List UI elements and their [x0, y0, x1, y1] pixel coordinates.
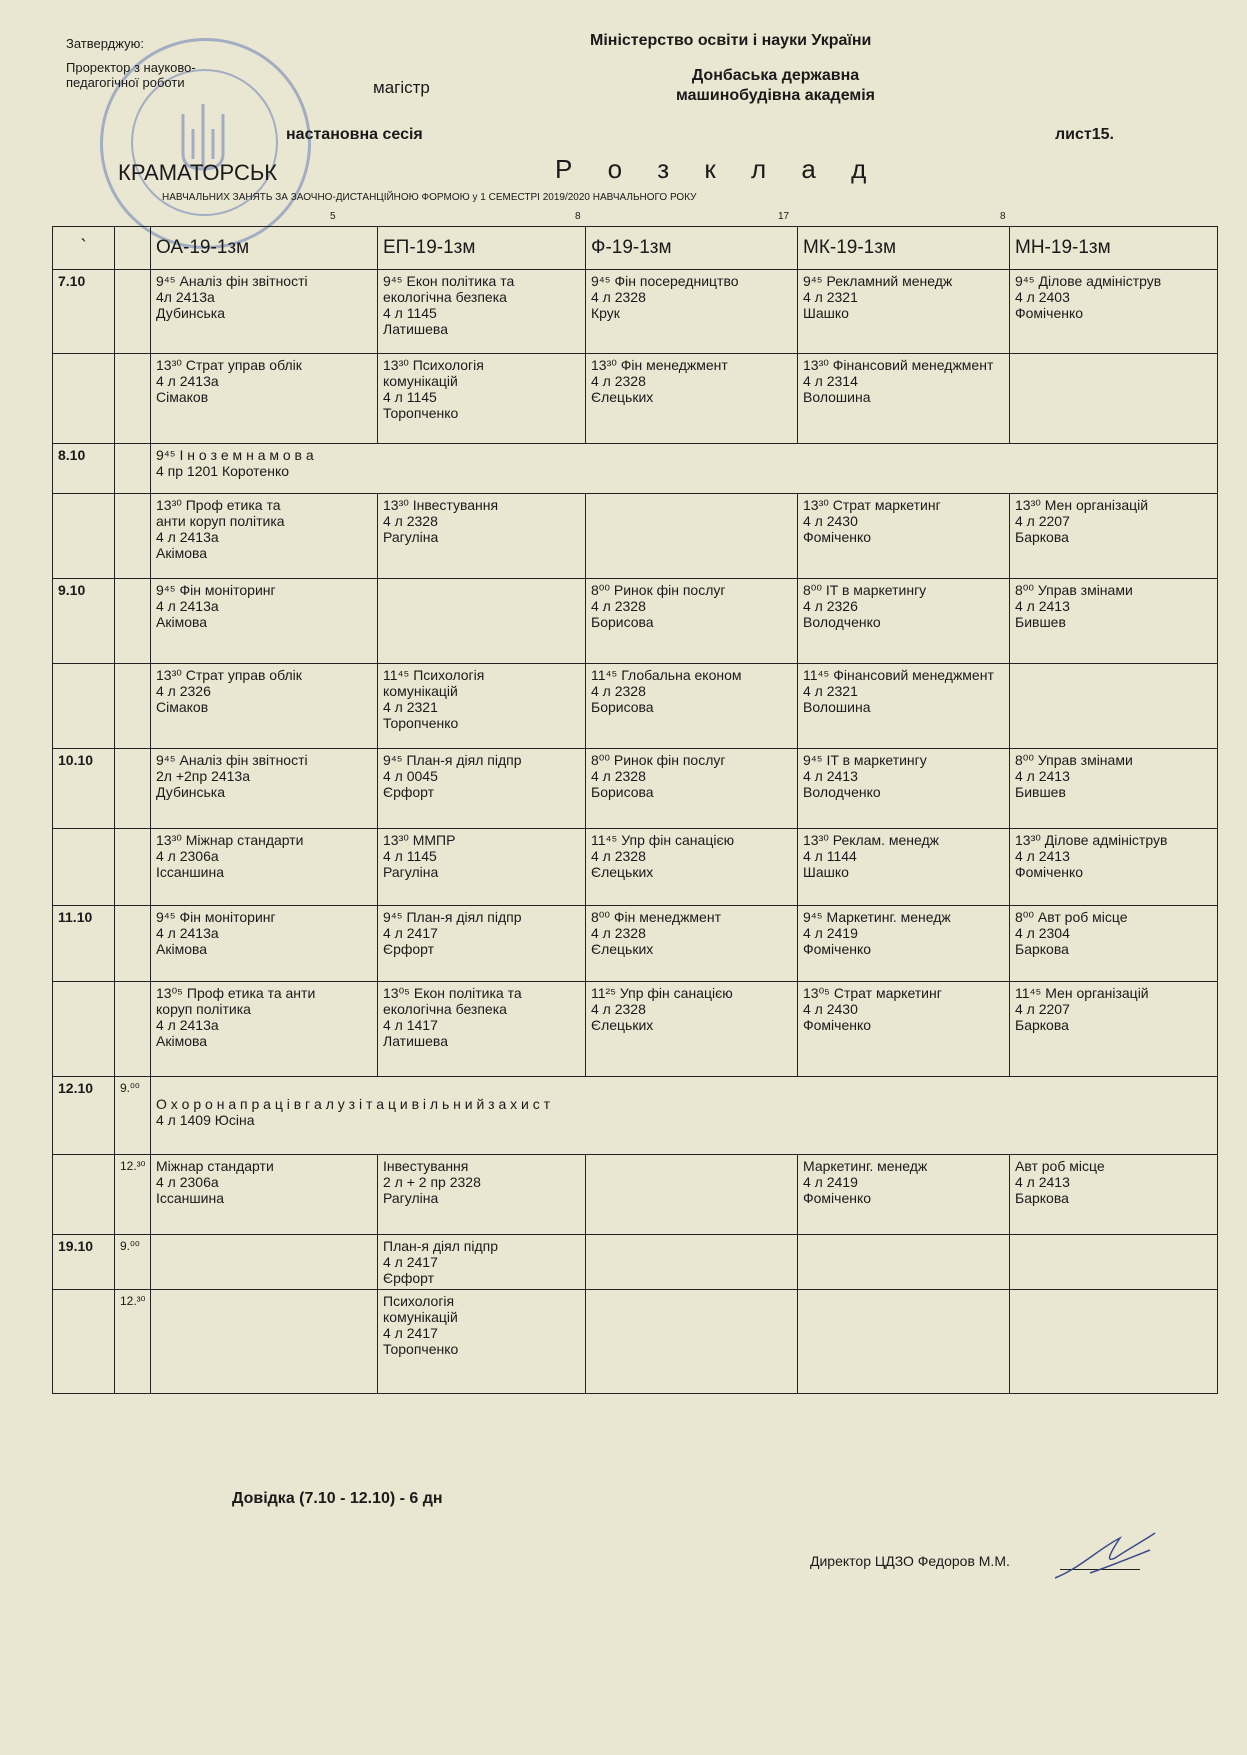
class-cell: 9⁴⁵ IT в маркетингу 4 л 2413 Володченко: [798, 749, 1010, 829]
group-count-1: 5: [330, 211, 336, 222]
page-subtitle: НАВЧАЛЬНИХ ЗАНЯТЬ ЗА ЗАОЧНО-ДИСТАНЦІЙНОЮ ФОРМОЮ у 1 СЕМЕСТРІ 2019/2020 НАВЧАЛЬНОГО РОКУ: [162, 192, 697, 203]
slot-cell: [115, 749, 151, 829]
class-cell: [586, 494, 798, 579]
group-header: ЕП-19-1зм: [378, 227, 586, 270]
date-cell: [53, 664, 115, 749]
table-row: [53, 829, 1218, 906]
class-cell: 11⁴⁵ Фінансовий менеджмент 4 л 2321 Волошина: [798, 664, 1010, 749]
table-row: [53, 1077, 1218, 1155]
class-cell: 13³⁰ Фін менеджмент 4 л 2328 Єлецьких: [586, 354, 798, 444]
class-cell: [586, 1290, 798, 1394]
class-cell: 13³⁰ Ділове адмініструв 4 л 2413 Фоміченко: [1010, 829, 1218, 906]
class-cell: План-я діял підпр 4 л 2417 Єрфорт: [378, 1235, 586, 1290]
class-cell: 8⁰⁰ Ринок фін послуг 4 л 2328 Борисова: [586, 579, 798, 664]
corner-cell: `: [53, 227, 115, 270]
class-cell: 9⁴⁵ План-я діял підпр 4 л 2417 Єрфорт: [378, 906, 586, 982]
class-cell: [151, 1290, 378, 1394]
date-cell: [53, 1290, 115, 1394]
class-cell: 8⁰⁰ Управ змінами 4 л 2413 Бившев: [1010, 579, 1218, 664]
class-cell: 8⁰⁰ IT в маркетингу 4 л 2326 Володченко: [798, 579, 1010, 664]
class-cell: 8⁰⁰ Управ змінами 4 л 2413 Бившев: [1010, 749, 1218, 829]
class-cell: 13³⁰ Страт управ облік 4 л 2413а Сімаков: [151, 354, 378, 444]
city-name: КРАМАТОРСЬК: [118, 160, 278, 185]
class-cell: 9⁴⁵ Фін моніторинг 4 л 2413а Акімова: [151, 579, 378, 664]
date-cell: [53, 982, 115, 1077]
approve-label: Затверджую:: [66, 36, 144, 51]
class-cell: [378, 579, 586, 664]
slot-cell: 9.⁰⁰: [115, 1235, 151, 1290]
class-cell: 11⁴⁵ Глобальна економ 4 л 2328 Борисова: [586, 664, 798, 749]
handwritten-signature: [1050, 1528, 1160, 1588]
date-cell: 12.10: [53, 1077, 115, 1155]
slot-cell: 9.⁰⁰: [115, 1077, 151, 1155]
class-cell: 13⁰⁵ Проф етика та анти коруп політика 4 л 2413а Акімова: [151, 982, 378, 1077]
class-cell: 9⁴⁵ Аналіз фін звітності 2л +2пр 2413а Дубинська: [151, 749, 378, 829]
class-cell: 9⁴⁵ Фін моніторинг 4 л 2413а Акімова: [151, 906, 378, 982]
class-cell: [1010, 1290, 1218, 1394]
date-cell: 8.10: [53, 444, 115, 494]
class-cell: Маркетинг. менедж 4 л 2419 Фоміченко: [798, 1155, 1010, 1235]
slot-cell: [115, 579, 151, 664]
table-row: [53, 664, 1218, 749]
date-cell: 9.10: [53, 579, 115, 664]
class-cell: [1010, 1235, 1218, 1290]
class-cell: Авт роб місце 4 л 2413 Баркова: [1010, 1155, 1218, 1235]
table-row: [53, 1155, 1218, 1235]
table-row: [53, 494, 1218, 579]
table-row: [53, 579, 1218, 664]
class-cell: 9⁴⁵ Екон політика та екологічна безпека 4 л 1145 Латишева: [378, 270, 586, 354]
class-cell: 9⁴⁵ Маркетинг. менедж 4 л 2419 Фоміченко: [798, 906, 1010, 982]
class-cell: 9⁴⁵ Аналіз фін звітності 4л 2413а Дубинська: [151, 270, 378, 354]
ministry-name: Міністерство освіти і науки України: [590, 32, 872, 49]
class-cell: Психологія комунікацій 4 л 2417 Торопченко: [378, 1290, 586, 1394]
group-count-4: 8: [1000, 211, 1006, 222]
class-cell: [1010, 354, 1218, 444]
class-cell: 13³⁰ Психологія комунікацій 4 л 1145 Торопченко: [378, 354, 586, 444]
slot-cell: [115, 982, 151, 1077]
class-cell: 13⁰⁵ Екон політика та екологічна безпека 4 л 1417 Латишева: [378, 982, 586, 1077]
slot-cell: [115, 906, 151, 982]
class-cell: 9⁴⁵ Фін посередництво 4 л 2328 Крук: [586, 270, 798, 354]
class-cell: [151, 1235, 378, 1290]
full-width-class-cell: О х о р о н а п р а ц і в г а л у з і т а ц и в і л ь н и й з а х и с т 4 л 1409 Юсіна: [151, 1077, 1218, 1155]
table-row: [53, 270, 1218, 354]
slot-header: [115, 227, 151, 270]
class-cell: 13³⁰ Проф етика та анти коруп політика 4 л 2413а Акімова: [151, 494, 378, 579]
prorector-label: Проректор з науково- педагогічної роботи: [66, 60, 196, 90]
group-header: МН-19-1зм: [1010, 227, 1218, 270]
sheet-number: лист15.: [1055, 126, 1114, 143]
class-cell: 8⁰⁰ Фін менеджмент 4 л 2328 Єлецьких: [586, 906, 798, 982]
degree-label: магістр: [373, 78, 430, 97]
session-label: настановна сесія: [286, 126, 423, 143]
date-cell: [53, 494, 115, 579]
group-header-row: [53, 227, 1218, 270]
class-cell: 8⁰⁰ Ринок фін послуг 4 л 2328 Борисова: [586, 749, 798, 829]
date-cell: 7.10: [53, 270, 115, 354]
class-cell: 13³⁰ Страт маркетинг 4 л 2430 Фоміченко: [798, 494, 1010, 579]
date-cell: 11.10: [53, 906, 115, 982]
class-cell: [1010, 664, 1218, 749]
date-cell: [53, 354, 115, 444]
table-row: [53, 1290, 1218, 1394]
group-count-3: 17: [778, 211, 790, 222]
class-cell: Інвестування 2 л + 2 пр 2328 Рагуліна: [378, 1155, 586, 1235]
table-row: [53, 906, 1218, 982]
date-cell: 19.10: [53, 1235, 115, 1290]
class-cell: 13³⁰ ММПР 4 л 1145 Рагуліна: [378, 829, 586, 906]
group-header: ОА-19-1зм: [151, 227, 378, 270]
class-cell: [798, 1235, 1010, 1290]
group-count-2: 8: [575, 211, 581, 222]
class-cell: 13³⁰ Міжнар стандарти 4 л 2306а Іссаншина: [151, 829, 378, 906]
class-cell: 13⁰⁵ Страт маркетинг 4 л 2430 Фоміченко: [798, 982, 1010, 1077]
class-cell: [586, 1235, 798, 1290]
schedule-table: [52, 226, 1218, 1394]
class-cell: 13³⁰ Реклам. менедж 4 л 1144 Шашко: [798, 829, 1010, 906]
table-row: [53, 1235, 1218, 1290]
reference-note: Довідка (7.10 - 12.10) - 6 дн: [232, 1490, 443, 1507]
class-cell: [586, 1155, 798, 1235]
academy-name: Донбаська державна машинобудівна академія: [676, 67, 876, 104]
class-cell: 13³⁰ Фінансовий менеджмент 4 л 2314 Волошина: [798, 354, 1010, 444]
slot-cell: [115, 664, 151, 749]
class-cell: 13³⁰ Інвестування 4 л 2328 Рагуліна: [378, 494, 586, 579]
class-cell: Міжнар стандарти 4 л 2306а Іссаншина: [151, 1155, 378, 1235]
class-cell: 9⁴⁵ Ділове адмініструв 4 л 2403 Фоміченко: [1010, 270, 1218, 354]
table-row: [53, 444, 1218, 494]
class-cell: 11⁴⁵ Психологія комунікацій 4 л 2321 Торопченко: [378, 664, 586, 749]
table-row: [53, 982, 1218, 1077]
slot-cell: [115, 829, 151, 906]
full-width-class-cell: 9⁴⁵ І н о з е м н а м о в а 4 пр 1201 Коротенко: [151, 444, 1218, 494]
class-cell: 8⁰⁰ Авт роб місце 4 л 2304 Баркова: [1010, 906, 1218, 982]
class-cell: 11⁴⁵ Упр фін санацією 4 л 2328 Єлецьких: [586, 829, 798, 906]
table-row: [53, 749, 1218, 829]
slot-cell: 12.³⁰: [115, 1290, 151, 1394]
class-cell: [798, 1290, 1010, 1394]
class-cell: 11⁴⁵ Мен організацій 4 л 2207 Баркова: [1010, 982, 1218, 1077]
class-cell: 13³⁰ Мен організацій 4 л 2207 Баркова: [1010, 494, 1218, 579]
slot-cell: [115, 270, 151, 354]
date-cell: 10.10: [53, 749, 115, 829]
director-signature-line: Директор ЦДЗО Федоров М.М.: [810, 1553, 1010, 1569]
slot-cell: [115, 354, 151, 444]
page-title: Р о з к л а д: [555, 154, 881, 184]
group-header: Ф-19-1зм: [586, 227, 798, 270]
date-cell: [53, 829, 115, 906]
slot-cell: 12.³⁰: [115, 1155, 151, 1235]
group-header: МК-19-1зм: [798, 227, 1010, 270]
class-cell: 9⁴⁵ Рекламний менедж 4 л 2321 Шашко: [798, 270, 1010, 354]
slot-cell: [115, 444, 151, 494]
class-cell: 9⁴⁵ План-я діял підпр 4 л 0045 Єрфорт: [378, 749, 586, 829]
table-row: [53, 354, 1218, 444]
slot-cell: [115, 494, 151, 579]
class-cell: 11²⁵ Упр фін санацією 4 л 2328 Єлецьких: [586, 982, 798, 1077]
class-cell: 13³⁰ Страт управ облік 4 л 2326 Сімаков: [151, 664, 378, 749]
date-cell: [53, 1155, 115, 1235]
